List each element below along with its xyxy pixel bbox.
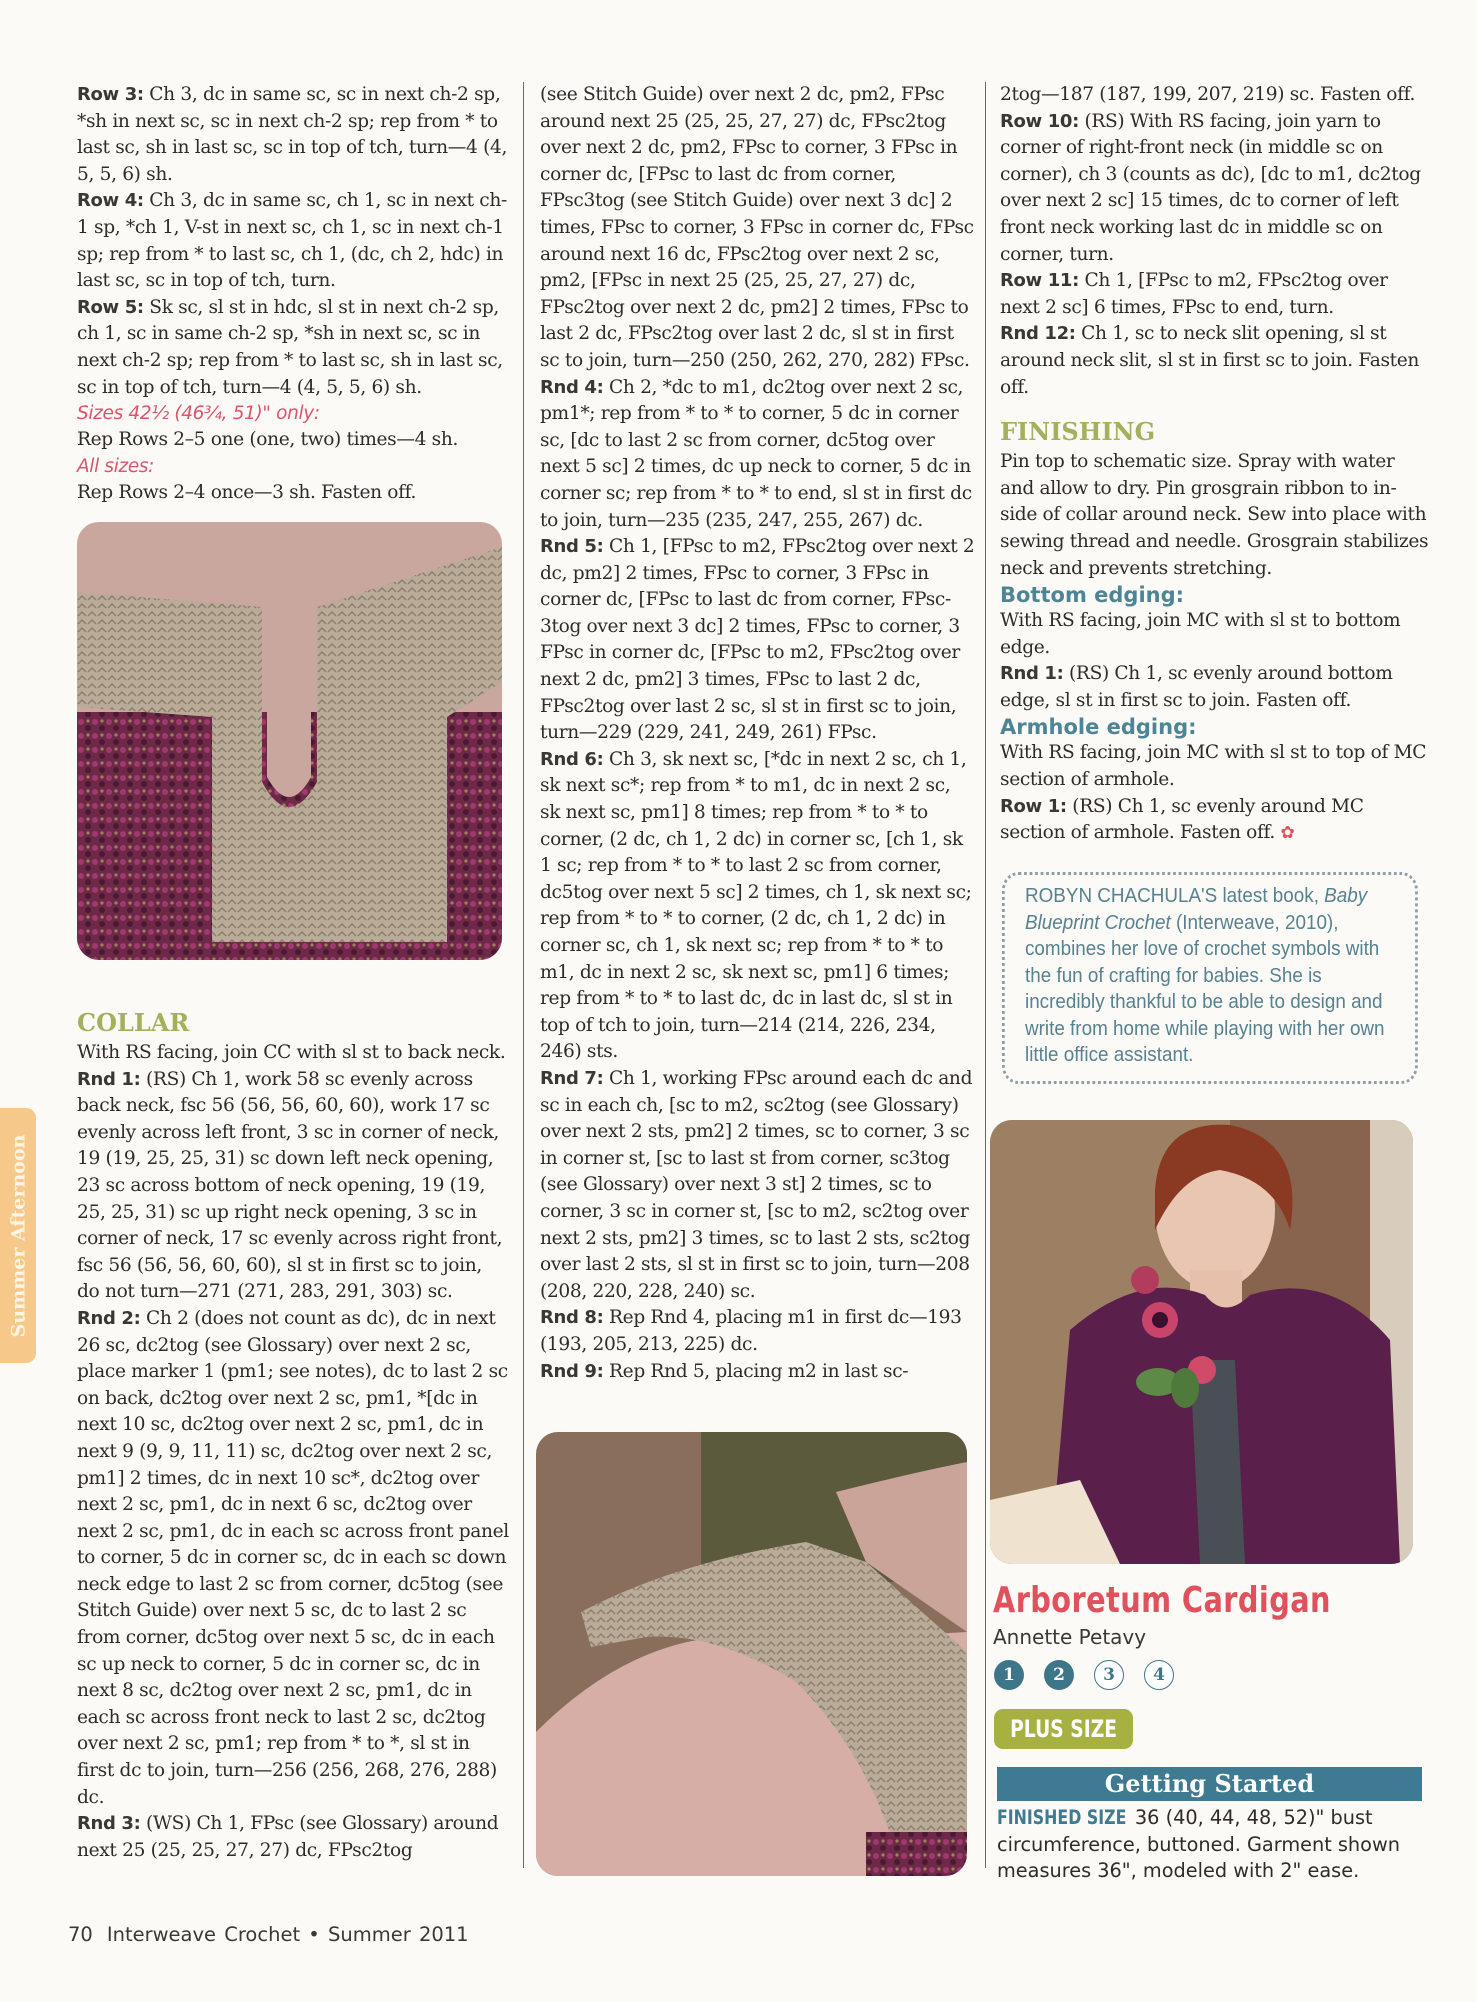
skill-level-2: 2 <box>1044 1660 1074 1690</box>
collar-heading: COLLAR <box>77 1008 190 1037</box>
magazine-name: Interweave Crochet <box>106 1923 301 1946</box>
skill-level-indicator <box>994 1660 1174 1690</box>
instruction-rnd-9-continued: 2tog—187 (187, 199, 207, 219) sc. Fasten off. <box>1000 84 1416 105</box>
bottom-edging-heading: Bottom edging: <box>1000 583 1185 608</box>
instruction-rnd-2: Rnd 2: Ch 2 (does not count as dc), dc in next 26 sc, dc2tog (see Glossary) over next 2 sc, place marker 1 (pm1; see notes), dc to last 2 sc on back, dc2tog over next 2 sc, pm1, *[dc in next 10 sc, dc2tog over next 2 sc, pm1, dc in next 9 (9, 9, 11, 11) sc, dc2tog over next 2 sc, pm1] 2 times, dc in next 10 sc*, dc2tog over next 2 sc, pm1, dc in next 6 sc, dc2tog over next 2 sc, pm1, dc in each sc across front panel to corner, 5 dc in corner sc, dc in each sc down neck edge to last 2 sc from corner, dc5tog (see Stitch Guide) over next 5 sc, dc to last 2 sc from corner, dc5tog over next 5 sc, dc in each sc up neck to corner, 5 dc in corner sc, dc in next 8 sc, dc2tog over next 2 sc, pm1, dc in each sc across front neck to last 2 sc, dc2tog over next 2 sc, pm1; rep from * to *, sl st in first dc to join, turn—256 (256, 268, 276, 288) dc. <box>77 1307 509 1808</box>
collar-section <box>77 1006 509 1864</box>
section-tab-label: Summer Afternoon <box>7 1134 30 1337</box>
neckline-photo <box>77 522 502 960</box>
instruction-row-11: Row 11: Ch 1, [FPsc to m2, FPsc2tog over next 2 sc] 6 times, FPsc to end, turn. <box>1000 270 1388 318</box>
plus-size-badge: PLUS SIZE <box>994 1709 1133 1749</box>
skill-level-3: 3 <box>1094 1660 1124 1690</box>
neckline-photo-image <box>77 522 502 960</box>
page-footer <box>68 1923 469 1946</box>
pattern-designer: Annette Petavy <box>993 1625 1147 1649</box>
instruction-rnd-1: Rnd 1: (RS) Ch 1, work 58 sc evenly across back neck, fsc 56 (56, 56, 60, 60), work 17 sc evenly across left front, 3 sc in corner of neck, 19 (19, 25, 25, 31) sc down left neck opening, 23 sc across bottom of neck opening, 19 (19, 25, 25, 31) sc up right neck opening, 3 sc in corner of neck, 17 sc evenly across right front, fsc 56 (56, 56, 60, 60), sl st in first sc to join, do not turn—271 (271, 283, 291, 303) sc. <box>77 1068 503 1303</box>
bottom-edging-rnd-1: Rnd 1: (RS) Ch 1, sc evenly around bottom edge, sl st in first sc to join. Fasten off. <box>1000 663 1393 711</box>
column-divider <box>985 82 986 1868</box>
sizes-note: Sizes 42½ (46¾, 51)" only: <box>77 403 320 425</box>
skill-level-1: 1 <box>994 1660 1024 1690</box>
column-3 <box>1000 82 1430 847</box>
instruction-row-10: Row 10: (RS) With RS facing, join yarn to corner of right-front neck (in middle sc on corner), ch 3 (counts as dc), [dc to m1, dc2tog over next 2 sc] 15 times, dc to corner of left front neck working last dc in middle sc on corner, turn. <box>1000 110 1421 265</box>
flower-icon: ✿ <box>1280 823 1295 844</box>
finishing-text: Pin top to schematic size. Spray with water and allow to dry. Pin grosgrain ribbon to in-side of collar around neck. Sew into place with sewing thread and needle. Grosgrain stabilizes neck and prevents stretching. <box>1000 451 1429 579</box>
shoulder-photo-image <box>536 1432 967 1876</box>
instruction-rnd-12: Rnd 12: Ch 1, sc to neck slit opening, sl st around neck slit, sl st in first sc to join. Fasten off. <box>1000 323 1420 398</box>
instruction-rnd-5: Rnd 5: Ch 1, [FPsc to m2, FPsc2tog over next 2 dc, pm2] 2 times, FPsc to corner, 3 FPsc in corner dc, [FPsc to last dc from corner, FPsc-3tog over next 3 dc] 2 times, FPsc to corner, 3 FPsc in corner dc, [FPsc to m2, FPsc2tog over next 2 dc, pm2] 3 times, FPsc to last 2 dc, FPsc2tog over last 2 sc, sl st in first sc to join, turn—229 (229, 241, 249, 261) FPsc. <box>540 536 975 744</box>
cardigan-model-photo <box>990 1120 1413 1564</box>
armhole-edging-row-1: Row 1: (RS) Ch 1, sc evenly around MC section of armhole. Fasten off. ✿ <box>1000 795 1364 844</box>
bio-pre: latest book, <box>1217 884 1325 907</box>
bio-book-title: Baby Blueprint Crochet <box>1025 884 1368 934</box>
section-tab <box>0 1108 36 1363</box>
bottom-edging-text: With RS facing, join MC with sl st to bottom edge. <box>1000 610 1401 658</box>
armhole-edging-heading: Armhole edging: <box>1000 715 1197 740</box>
instruction-row-3: Row 3: Ch 3, dc in same sc, sc in next ch-2 sp, *sh in next sc, sc in next ch-2 sp; rep from * to last sc, sh in last sc, sc in top of tch, turn—4 (4, 5, 5, 6) sh. <box>77 84 508 185</box>
bio-text: (Interweave, 2010), combines her love of crochet symbols with the fun of crafting for babies. She is incredibly thankful to be able to design and write from home while playing with her own little office assistant. <box>1025 910 1385 1066</box>
finished-size <box>997 1805 1427 1885</box>
column-2 <box>540 82 975 1385</box>
bio-name: ROBYN CHACHULA'S <box>1025 884 1218 907</box>
finishing-heading: FINISHING <box>1000 417 1156 447</box>
skill-level-4: 4 <box>1144 1660 1174 1690</box>
footer-bullet: • <box>308 1923 320 1946</box>
designer-bio-box <box>1002 872 1418 1084</box>
finished-size-label: FINISHED SIZE <box>997 1806 1127 1829</box>
instruction-rnd-4: Rnd 4: Ch 2, *dc to m1, dc2tog over next 2 sc, pm1*; rep from * to * to corner, 5 dc in corner sc, [dc to last 2 sc from corner, dc5tog over next 5 sc] 2 times, dc up neck to corner, 5 dc in corner sc; rep from * to * to end, sl st in first dc to join, turn—235 (235, 247, 255, 267) dc. <box>540 376 972 531</box>
all-sizes-text: Rep Rows 2–4 once—3 sh. Fasten off. <box>77 481 417 503</box>
pattern-title: Arboretum Cardigan <box>993 1580 1331 1621</box>
page-number: 70 <box>68 1923 93 1946</box>
instruction-rnd-7: Rnd 7: Ch 1, working FPsc around each dc and sc in each ch, [sc to m2, sc2tog (see Glossary) over next 2 sts, pm2] 2 times, sc to corner, 3 sc in corner st, [sc to last st from corner, sc3tog (see Glossary) over next 3 st] 2 times, sc to corner, 3 sc in corner st, [sc to m2, sc2tog over next 2 sts, pm2] 3 times, sc to last 2 sts, sc2tog over last 2 sts, sl st in first sc to join, turn—208 (208, 220, 228, 240) sc. <box>540 1067 973 1302</box>
instruction-row-5: Row 5: Sk sc, sl st in hdc, sl st in next ch-2 sp, ch 1, sc in same ch-2 sp, *sh in next sc, sc in next ch-2 sp; rep from * to last sc, sh in last sc, sc in top of tch, turn—4 (4, 5, 5, 6) sh. <box>77 296 503 398</box>
instruction-rnd-6: Rnd 6: Ch 3, sk next sc, [*dc in next 2 sc, ch 1, sk next sc*; rep from * to m1, dc in next 2 sc, sk next sc, pm1] 8 times; rep from * to * to corner, (2 dc, ch 1, 2 dc) in corner sc, [ch 1, sk 1 sc; rep from * to * to last 2 sc from corner, dc5tog over next 5 sc] 2 times, ch 1, sk next sc; rep from * to * to corner, (2 dc, ch 1, 2 dc) in corner sc, ch 1, sk next sc; rep from * to * to m1, dc in next 2 sc, sk next sc, pm1] 6 times; rep from * to * to last dc, dc in last dc, sl st in top of tch to join, turn—214 (214, 226, 234, 246) sts. <box>540 748 972 1063</box>
cardigan-model-photo-image <box>990 1120 1413 1564</box>
instruction-row-4: Row 4: Ch 3, dc in same sc, ch 1, sc in next ch-1 sp, *ch 1, V-st in next sc, ch 1, sc in next ch-1 sp; rep from * to last sc, ch 1, (dc, ch 2, hdc) in last sc, sc in top of tch, turn. <box>77 190 507 292</box>
all-sizes-note: All sizes: <box>77 455 155 477</box>
instruction-rnd-3: Rnd 3: (WS) Ch 1, FPsc (see Glossary) around next 25 (25, 25, 27, 27) dc, FPsc2tog <box>77 1813 499 1861</box>
armhole-edging-text: With RS facing, join MC with sl st to top of MC section of armhole. <box>1000 742 1427 791</box>
getting-started-banner: Getting Started <box>997 1767 1422 1801</box>
shoulder-photo <box>536 1432 967 1876</box>
finished-size-text: 36 (40, 44, 48, 52)" bust circumference, buttoned. Garment shown measures 36", modeled with 2" ease. <box>997 1806 1400 1882</box>
sizes-text: Rep Rows 2–5 one (one, two) times—4 sh. <box>77 429 459 451</box>
collar-intro: With RS facing, join CC with sl st to back neck. <box>77 1042 506 1063</box>
column-divider <box>523 82 524 1868</box>
instruction-rnd-3-continued: (see Stitch Guide) over next 2 dc, pm2, FPsc around next 25 (25, 25, 27, 27) dc, FPsc2tog over next 2 dc, pm2, FPsc to corner, 3 FPsc in corner dc, [FPsc to last dc from corner, FPsc3tog (see Stitch Guide) over next 3 dc] 2 times, FPsc to corner, 3 FPsc in corner dc, FPsc around next 16 dc, FPsc2tog over next 2 sc, pm2, [FPsc in next 25 (25, 25, 27, 27) dc, FPsc2tog over next 2 dc, pm2] 2 times, FPsc to last 2 dc, FPsc2tog over last 2 dc, sl st in first sc to join, turn—250 (250, 262, 270, 282) FPsc. <box>540 84 974 371</box>
instruction-rnd-8: Rnd 8: Rep Rnd 4, placing m1 in first dc—193 (193, 205, 213, 225) dc. <box>540 1307 962 1355</box>
column-1 <box>77 82 509 506</box>
issue-date: Summer 2011 <box>328 1923 469 1946</box>
instruction-rnd-9: Rnd 9: Rep Rnd 5, placing m2 in last sc- <box>540 1360 909 1382</box>
